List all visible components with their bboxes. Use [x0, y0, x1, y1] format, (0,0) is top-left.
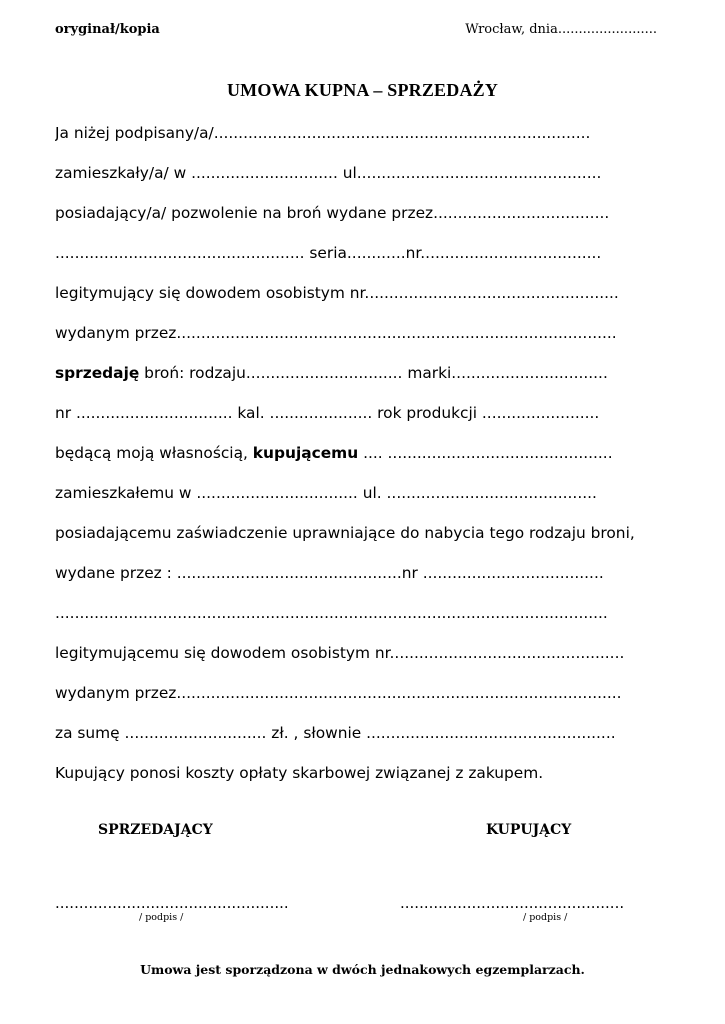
blank-dots-line: .................................................................................................................	[55, 604, 608, 622]
certificate-issuer-line: wydane przez : ..............................................nr .....................................	[55, 564, 604, 582]
buyer-address-line: zamieszkałemu w ................................. ul. ...........................................	[55, 484, 597, 502]
buyer-signature-caption: / podpis /	[523, 912, 568, 923]
seller-id-issuer-line: wydanym przez..........................................................................................	[55, 324, 617, 342]
seller-signature-label: SPRZEDAJĄCY	[98, 822, 213, 838]
buyer-certificate-line: posiadającemu zaświadczenie uprawniające do nabycia tego rodzaju broni,	[55, 524, 635, 542]
seller-id-line: legitymujący się dowodem osobistym nr....................................................	[55, 284, 619, 302]
buyer-name-dots: .... ..............................................	[358, 444, 613, 462]
seller-permit-series-line: ................................................... seria............nr.....................................	[55, 244, 602, 262]
weapon-type-line	[55, 363, 679, 383]
buyer-signature-line: ...............................................	[400, 894, 625, 912]
seller-name-line: Ja niżej podpisany/a/.............................................................................	[55, 124, 591, 142]
buyer-id-line: legitymującemu się dowodem osobistym nr................................................	[55, 644, 625, 662]
stamp-duty-line: Kupujący ponosi koszty opłaty skarbowej związanej z zakupem.	[55, 764, 544, 782]
seller-signature-line: .................................................	[55, 894, 289, 912]
document-title: UMOWA KUPNA – SPRZEDAŻY	[226, 80, 499, 100]
seller-permit-line: posiadający/a/ pozwolenie na broń wydane przez....................................	[55, 204, 610, 222]
ownership-text: będącą moją własnością,	[55, 444, 253, 462]
weapon-type-text: broń: rodzaju................................ marki................................	[139, 364, 608, 382]
buyer-line	[55, 443, 679, 463]
footer-note: Umowa jest sporządzona w dwóch jednakowych egzemplarzach.	[140, 962, 585, 977]
original-copy-label: oryginał/kopia	[55, 22, 160, 37]
seller-address-line: zamieszkały/a/ w .............................. ul..................................................	[55, 164, 602, 182]
sells-keyword: sprzedaję	[55, 364, 140, 382]
buyer-id-issuer-line: wydanym przez...........................................................................................	[55, 684, 622, 702]
buyer-signature-label: KUPUJĄCY	[486, 822, 572, 838]
place-date-field: Wrocław, dnia........................	[465, 22, 657, 37]
seller-signature-caption: / podpis /	[139, 912, 184, 923]
buyer-keyword: kupującemu	[252, 444, 359, 462]
price-line: za sumę ............................. zł. , słownie ...................................................	[55, 724, 616, 742]
weapon-details-line: nr ................................ kal. ..................... rok produkcji ........................	[55, 404, 600, 422]
